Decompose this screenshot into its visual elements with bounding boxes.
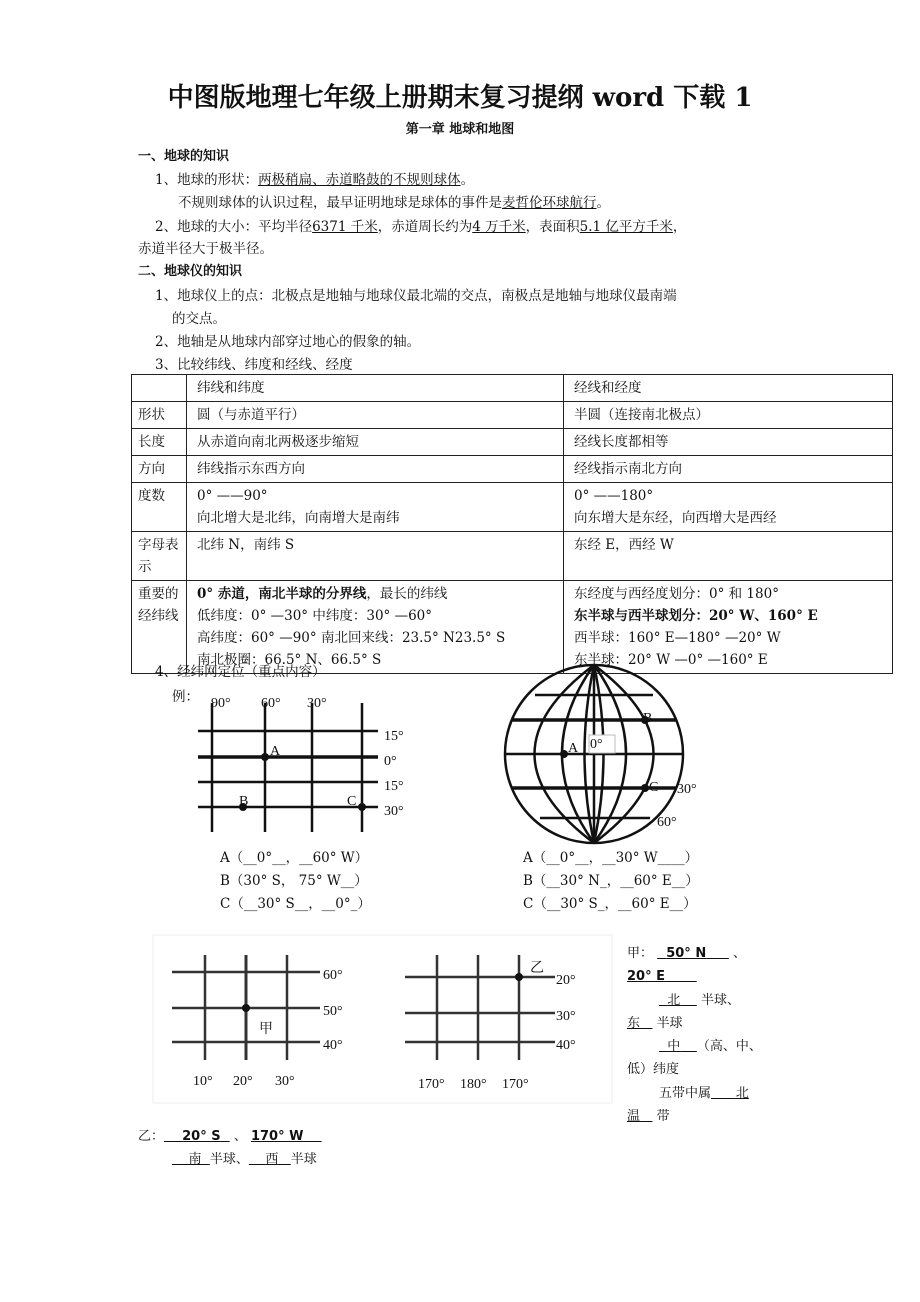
answer-line: C（__30° S_，__60° E__） — [523, 896, 697, 912]
text-label: 4 万千米 — [472, 219, 526, 235]
text-label: 重要的经纬线 — [132, 581, 187, 674]
text-label: 温 — [627, 1109, 641, 1125]
text-label: 10° — [193, 1074, 213, 1089]
text-line: 2、地轴是从地球内部穿过地心的假象的轴。 — [155, 334, 421, 350]
text-label: 30° — [384, 804, 404, 819]
text-label: 经线指示南北方向 — [564, 456, 893, 483]
section-heading: 4、经纬网定位（重点内容） — [155, 664, 326, 680]
text-label: 0° — [384, 754, 397, 769]
text-label: ，赤道周长约为 — [377, 219, 473, 235]
text-label: A — [270, 744, 281, 759]
text-line: 3、比较纬线、纬度和经线、经度 — [155, 357, 353, 373]
text-label: 60° — [323, 968, 343, 983]
section-heading: 一、地球的知识 — [138, 149, 230, 164]
text-label: 向北增大是北纬，向南增大是南纬 — [197, 510, 400, 526]
text-label: 半球 — [290, 1152, 317, 1167]
text-label: C — [649, 780, 659, 795]
text-label: 半圆（连接南北极点） — [564, 402, 893, 429]
text-label: 经线和经度 — [564, 375, 893, 402]
text-label: 180° — [460, 1077, 487, 1092]
text-label: 半球 — [656, 1015, 683, 1031]
text-label: 西 — [265, 1152, 279, 1167]
text-label: 半球、 — [209, 1152, 249, 1167]
yi-answer-2 — [172, 1151, 317, 1169]
text-label: 西半球：160° E—180° —20° W — [574, 630, 781, 646]
grid-diagram-1 — [198, 703, 378, 832]
text-label: 东 — [627, 1015, 641, 1031]
text-label: 170° — [502, 1077, 529, 1092]
text-label: 从赤道向南北两极逐步缩短 — [187, 429, 564, 456]
text-label: 20° S — [182, 1129, 221, 1144]
text-label: 0° ——90° — [197, 488, 268, 504]
text-label: 40° — [556, 1038, 576, 1053]
example-label: 例： — [172, 689, 199, 705]
text-label: 20° — [556, 973, 576, 988]
text-label: 麦哲伦环球航行 — [502, 195, 597, 211]
text-label: 30° — [275, 1074, 295, 1089]
section-heading: 二、地球仪的知识 — [138, 264, 243, 279]
text-label: 50° — [323, 1004, 343, 1019]
text-label: 0° — [590, 737, 603, 752]
text-label: 甲： — [627, 946, 654, 961]
text-line: 1、地球仪上的点：北极点是地轴与地球仪最北端的交点，南极点是地轴与地球仪最南端 — [155, 288, 677, 304]
yi-answer-1 — [138, 1128, 322, 1146]
text-label: 北 — [735, 1085, 749, 1101]
text-label: 60° — [657, 815, 677, 830]
text-label: B — [239, 794, 249, 809]
text-label: 2、地球的大小：平均半径 — [155, 219, 313, 235]
jia-answers — [627, 942, 792, 1128]
text-label: 170° W — [250, 1129, 304, 1144]
text-label: （高、中、 — [696, 1039, 762, 1055]
answer-line: B（30° S， 75° W__） — [220, 873, 368, 889]
text-label: 北纬 N，南纬 S — [187, 532, 564, 581]
text-label: 东经 E，西经 W — [564, 532, 893, 581]
text-label: 。 — [460, 172, 475, 188]
text-label: 0° 赤道，南北半球的分界线 — [197, 586, 367, 602]
text-line: 赤道半径大于极半径。 — [138, 241, 273, 257]
text-label: 低）纬度 — [627, 1062, 680, 1078]
text-label: ， — [672, 219, 687, 235]
text-label: 、 — [233, 1129, 247, 1144]
text-label: 50° N — [666, 946, 707, 961]
text-label: 圆（与赤道平行） — [187, 402, 564, 429]
text-label: 1、地球的形状： — [155, 172, 259, 188]
text-label: 字母表示 — [132, 532, 187, 581]
text-label: 5.1 亿平方千米 — [579, 219, 673, 235]
text-line: 的交点。 — [172, 311, 226, 327]
answer-line: A（__0°__，__60° W） — [220, 850, 369, 866]
text-label: 低纬度：0° —30° 中纬度：30° —60° — [197, 608, 432, 624]
text-label: 纬线指示东西方向 — [187, 456, 564, 483]
text-label: 东经度与西经度划分：0° 和 180° — [574, 586, 779, 602]
text-label: 不规则球体的认识过程，最早证明地球是球体的事件是 — [178, 195, 502, 211]
text-label: 15° — [384, 779, 404, 794]
text-label: 方向 — [132, 456, 187, 483]
text-label: 半球、 — [700, 992, 740, 1008]
text-label: 长度 — [132, 429, 187, 456]
text-label: 30° — [556, 1009, 576, 1024]
text-label: ，表面积 — [525, 219, 580, 235]
text-label: 甲 — [259, 1022, 273, 1037]
answer-line: B（__30° N_，__60° E__） — [523, 873, 699, 889]
text-label: 乙 — [530, 961, 544, 976]
text-label: 东半球与西半球划分：20° W、160° E — [574, 608, 818, 624]
document-title: 中图版地理七年级上册期末复习提纲 word 下载 1 — [167, 83, 753, 113]
text-label: 高纬度：60° —90° 南北回来线：23.5° N23.5° S — [197, 630, 506, 646]
text-label: 南 — [188, 1152, 202, 1167]
text-label: 30° — [677, 782, 697, 797]
text-label: 30° — [307, 696, 327, 711]
text-label: 东半球：20° W —0° —160° E — [574, 652, 768, 668]
text-label: C — [347, 794, 357, 809]
chapter-title: 第一章 地球和地图 — [405, 122, 515, 137]
text-label: 度数 — [132, 483, 187, 532]
text-label: 两极稍扁、赤道略鼓的不规则球体 — [258, 172, 461, 188]
text-label: 。 — [596, 195, 610, 211]
text-label: 南北极圈：66.5° N、66.5° S — [197, 652, 382, 668]
answer-line: A（__0°__，__30° W____） — [523, 850, 699, 866]
text-label: 、 — [733, 946, 747, 961]
text-label: 15° — [384, 729, 404, 744]
text-label: 20° E — [627, 969, 665, 985]
text-label: 经线长度都相等 — [564, 429, 893, 456]
text-label: ，最长的纬线 — [366, 586, 448, 602]
text-label: 6371 千米 — [312, 219, 378, 235]
text-label: 60° — [261, 696, 281, 711]
text-label: 五带中属 — [659, 1085, 712, 1101]
text-label: 乙： — [138, 1129, 165, 1144]
text-label: 20° — [233, 1074, 253, 1089]
text-label: 带 — [656, 1109, 670, 1125]
text-label: 形状 — [132, 402, 187, 429]
text-label: 北 — [667, 992, 681, 1008]
text-label: 0° ——180° — [574, 488, 654, 504]
text-label: 170° — [418, 1077, 445, 1092]
text-label: 40° — [323, 1038, 343, 1053]
text-label: 中 — [667, 1039, 681, 1055]
text-label: 向东增大是东经，向西增大是西经 — [574, 510, 777, 526]
answer-line: C（__30° S__，__0°_） — [220, 896, 371, 912]
text-label: B — [643, 711, 653, 726]
text-label: 90° — [211, 696, 231, 711]
text-label: A — [568, 741, 579, 756]
text-label: 纬线和纬度 — [187, 375, 564, 402]
